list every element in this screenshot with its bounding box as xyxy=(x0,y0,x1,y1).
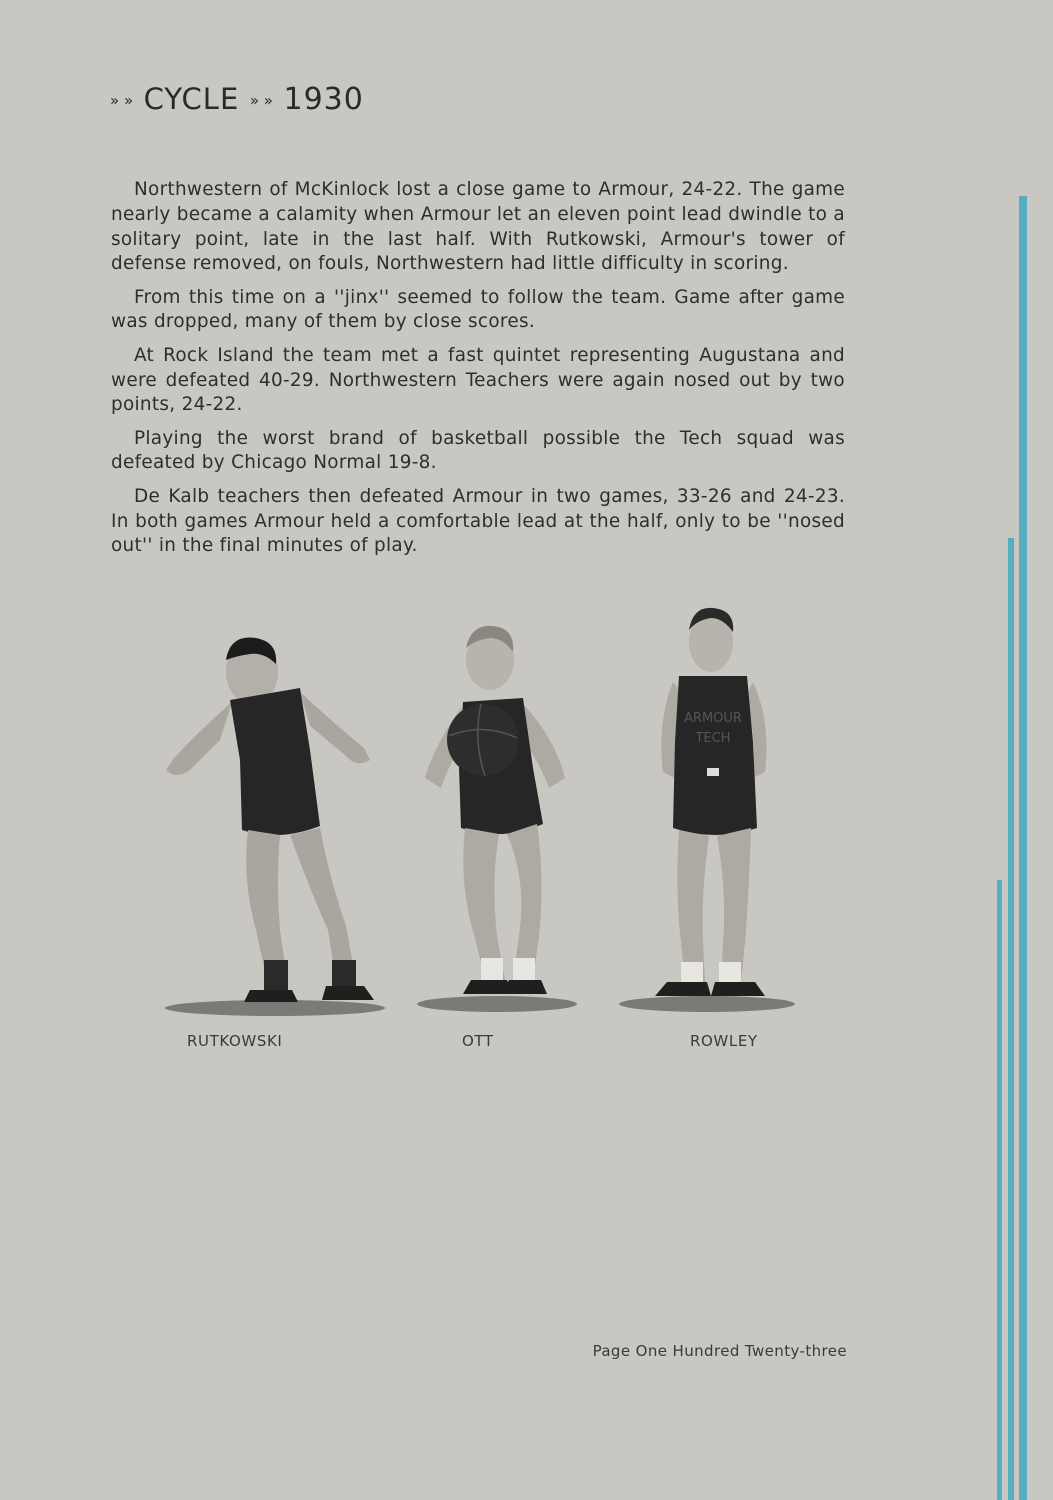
page-header xyxy=(110,82,364,117)
player-photo-ott xyxy=(415,618,580,1018)
paragraph: At Rock Island the team met a fast quintet representing Augustana and were defeated 40-29. Northwestern Teachers were again nosed out by two points, 24-22. xyxy=(111,344,845,416)
decorative-stripe xyxy=(1019,196,1027,1500)
player-caption-rowley: ROWLEY xyxy=(690,1032,758,1050)
player-caption-ott: OTT xyxy=(462,1032,494,1050)
header-separator: » » xyxy=(249,91,273,110)
decorative-stripe xyxy=(1008,538,1014,1500)
article-body xyxy=(111,178,845,568)
header-year: 1930 xyxy=(283,82,364,117)
svg-text:ARMOUR: ARMOUR xyxy=(684,711,742,726)
header-title: CYCLE xyxy=(143,82,240,116)
decorative-stripe xyxy=(997,880,1002,1500)
page-number: Page One Hundred Twenty-three xyxy=(592,1342,847,1360)
player-photo-rowley xyxy=(615,602,800,1020)
header-prefix: » » xyxy=(110,91,134,110)
player-photo-rutkowski xyxy=(160,630,390,1020)
paragraph: From this time on a ''jinx'' seemed to follow the team. Game after game was dropped, many of them by close scores. xyxy=(111,286,845,333)
svg-text:TECH: TECH xyxy=(695,731,731,746)
player-caption-rutkowski: RUTKOWSKI xyxy=(187,1032,283,1050)
paragraph: Playing the worst brand of basketball possible the Tech squad was defeated by Chicago Normal 19-8. xyxy=(111,427,845,474)
paragraph: De Kalb teachers then defeated Armour in two games, 33-26 and 24-23. In both games Armour held a comfortable lead at the half, only to be ''nosed out'' in the final minutes of play. xyxy=(111,485,845,557)
paragraph: Northwestern of McKinlock lost a close game to Armour, 24-22. The game nearly became a calamity when Armour let an eleven point lead dwindle to a solitary point, late in the last half. With Rutkowski, Armour's tower of defense removed, on fouls, Northwestern had little difficulty in scoring. xyxy=(111,179,845,275)
